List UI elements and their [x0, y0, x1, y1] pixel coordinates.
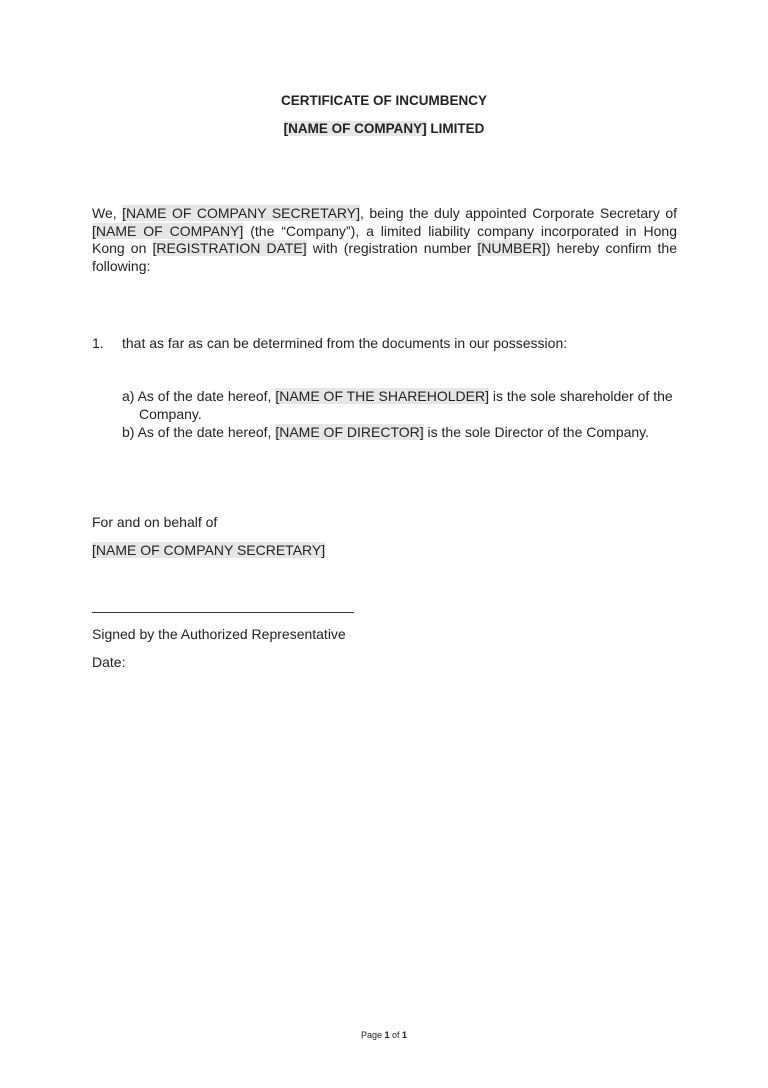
company-name-placeholder: [NAME OF COMPANY] — [283, 121, 427, 136]
intro-paragraph — [92, 205, 677, 275]
sub-item-text: is the sole shareholder of the — [489, 388, 673, 404]
page-current: 1 — [384, 1030, 390, 1040]
signature-line — [92, 612, 354, 613]
date-label: Date: — [92, 654, 126, 670]
intro-text: (the “Company”), a limited liability company incorporated in Hong — [243, 222, 677, 239]
registration-date-placeholder: [REGISTRATION DATE] — [152, 240, 307, 256]
director-placeholder: [NAME OF DIRECTOR] — [275, 424, 424, 440]
secretary-placeholder: [NAME OF COMPANY SECRETARY] — [92, 542, 326, 558]
signed-by-label: Signed by the Authorized Representative — [92, 626, 346, 642]
shareholder-placeholder: [NAME OF THE SHAREHOLDER] — [275, 388, 489, 404]
intro-text: , being the duly appointed Corporate Secretary of — [360, 205, 677, 221]
intro-line-1 — [92, 205, 677, 223]
sub-item-b — [122, 424, 682, 442]
registration-number-placeholder: [NUMBER] — [477, 240, 546, 256]
page-footer — [0, 1030, 768, 1040]
page-word: Page — [360, 1030, 385, 1040]
intro-text: We, — [92, 205, 123, 221]
item-number: 1. — [92, 335, 104, 351]
intro-text: Kong on — [92, 240, 153, 256]
sub-item-text: b) As of the date hereof, — [122, 424, 276, 440]
signatory-secretary-placeholder — [92, 542, 325, 558]
numbered-item-1 — [92, 335, 567, 351]
company-suffix: LIMITED — [426, 121, 485, 136]
on-behalf-label: For and on behalf of — [92, 514, 218, 530]
company-placeholder: [NAME OF COMPANY] — [92, 222, 244, 239]
sub-item-a — [122, 388, 682, 423]
intro-line-3 — [92, 240, 677, 258]
secretary-placeholder: [NAME OF COMPANY SECRETARY] — [122, 205, 361, 221]
sub-item-text: a) As of the date hereof, — [122, 388, 276, 404]
company-heading — [0, 121, 768, 136]
sub-item-continuation: Company. — [139, 405, 202, 422]
intro-text: ) hereby confirm the — [545, 240, 678, 256]
item-text: that as far as can be determined from the documents in our possession: — [122, 335, 568, 351]
intro-text: with (registration number — [306, 240, 478, 256]
page-total: 1 — [402, 1030, 408, 1040]
document-title: CERTIFICATE OF INCUMBENCY — [281, 93, 487, 108]
intro-line-2 — [92, 223, 677, 241]
intro-line-4: following: — [92, 257, 151, 274]
sub-item-text: is the sole Director of the Company. — [423, 424, 650, 440]
of-word: of — [389, 1030, 403, 1040]
